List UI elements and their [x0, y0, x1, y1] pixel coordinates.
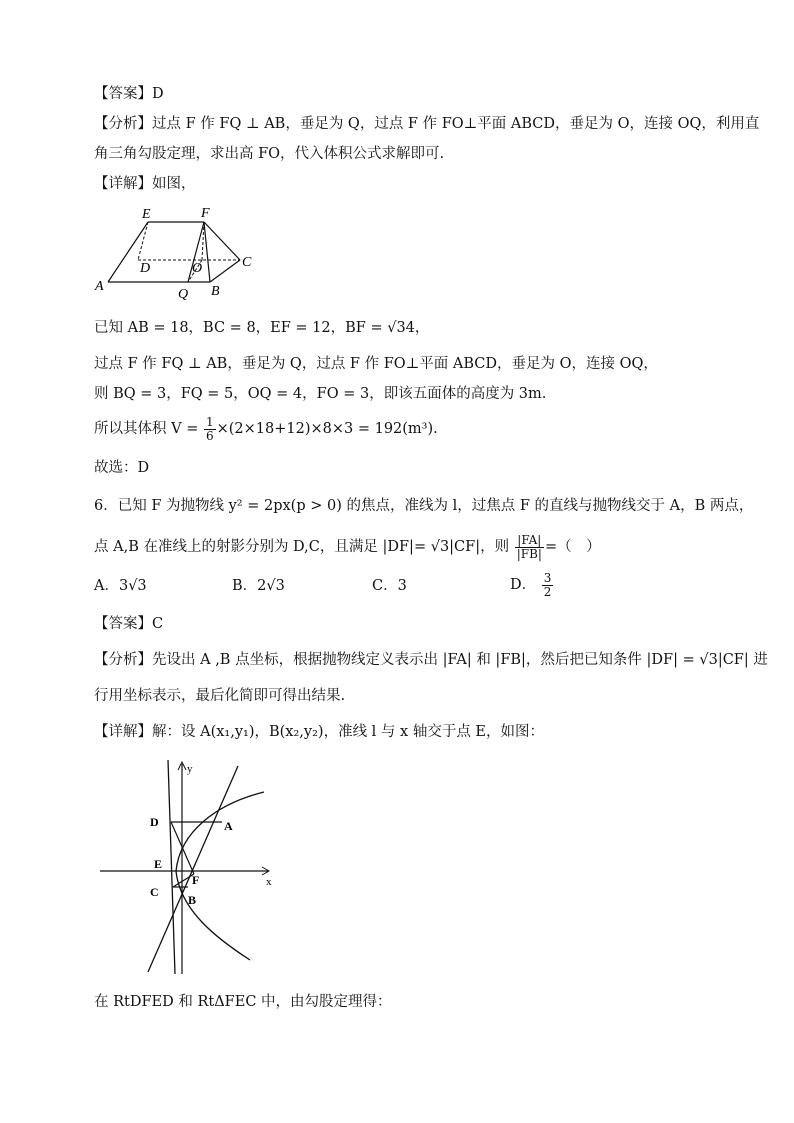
detail-intro: 如图，	[152, 176, 196, 192]
analysis-text: 过点 F 作 FQ ⊥ AB，垂足为 Q，过点 F 作 FO⊥平面 ABCD，垂足为 O，连接 OQ，利用直	[152, 116, 760, 132]
q6-detail-line	[94, 722, 544, 742]
q5-analysis-line2: 角三角勾股定理，求出高 FO，代入体积公式求解即可.	[94, 146, 445, 162]
fig5-label-e: E	[142, 207, 151, 222]
parabola-figure	[96, 752, 286, 982]
fig6-label-a: A	[224, 819, 233, 833]
volume-frac-den: 6	[205, 428, 214, 443]
fig5-label-a: A	[95, 279, 104, 294]
q6-stem-line1: 6．已知 F 为抛物线 y² = 2px(p > 0) 的焦点，准线为 l，过焦点 F 的直线与抛物线交于 A，B 两点，	[94, 498, 754, 514]
q6-analysis-line2: 行用坐标表示，最后化简即可得出结果.	[94, 688, 346, 704]
volume-frac-num: 1	[205, 414, 214, 429]
detail-tag: 【详解】	[94, 176, 152, 192]
option-d-num: 3	[543, 570, 552, 585]
pentahedron-figure	[90, 198, 270, 304]
analysis-tag: 【分析】	[94, 116, 152, 132]
fig5-label-f: F	[201, 206, 210, 221]
q5-known-line: 已知 AB = 18，BC = 8，EF = 12，BF = √34，	[94, 320, 430, 336]
option-b: B．2√3	[232, 578, 285, 594]
stem-fraction	[515, 534, 544, 561]
fig6-label-c: C	[150, 885, 159, 899]
volume-prefix: 所以其体积 V =	[94, 421, 199, 437]
stem-frac-num: |FA|	[515, 534, 544, 548]
fig6-label-e: E	[154, 857, 163, 871]
stem-text-a: 点 A,B 在准线上的射影分别为 D,C，且满足 |DF|= √3|CF|，则	[94, 539, 510, 555]
analysis-text: 先设出 A ,B 点坐标，根据抛物线定义表示出 |FA| 和 |FB|，然后把已知条件 |DF| = √3|CF| 进	[152, 652, 768, 668]
fig5-label-d: D	[140, 261, 151, 276]
option-d	[510, 568, 554, 602]
fig5-label-o: O	[192, 261, 203, 276]
answer-tag: 【答案】	[94, 86, 152, 102]
option-d-den: 2	[543, 584, 552, 599]
option-a: A．3√3	[94, 578, 147, 594]
q5-detail-line	[94, 174, 196, 194]
answer-tag: 【答案】	[94, 616, 152, 632]
q6-answer-line	[94, 614, 163, 634]
fig6-label-x: x	[266, 876, 272, 888]
q5-construct-line: 过点 F 作 FQ ⊥ AB，垂足为 Q，过点 F 作 FO⊥平面 ABCD，垂足为 O，连接 OQ，	[94, 356, 658, 372]
detail-tag: 【详解】	[94, 724, 152, 740]
answer-value: D	[152, 86, 164, 102]
volume-rest: ×(2×18+12)×8×3 = 192(m³).	[216, 421, 438, 437]
stem-text-b: =（ ）	[544, 539, 601, 555]
q5-values-line: 则 BQ = 3，FQ = 5，OQ = 4，FO = 3，即该五面体的高度为 3m.	[94, 386, 547, 402]
q6-stem-line2	[94, 530, 601, 564]
q5-choice-line: 故选：D	[94, 460, 150, 476]
analysis-tag: 【分析】	[94, 652, 152, 668]
fig6-label-f: F	[192, 873, 200, 887]
volume-fraction	[204, 416, 216, 443]
option-d-label: D．	[510, 577, 537, 593]
q5-volume-line	[94, 414, 438, 444]
stem-frac-den: |FB|	[516, 546, 542, 561]
q6-analysis-line1	[94, 650, 768, 670]
option-c: C．3	[372, 578, 407, 594]
q5-analysis-line1	[94, 114, 759, 134]
fig6-label-y: y	[187, 763, 193, 775]
fig5-label-c: C	[242, 255, 252, 270]
detail-text: 解：设 A(x₁,y₁)，B(x₂,y₂)，准线 l 与 x 轴交于点 E，如图：	[152, 724, 545, 740]
q6-last-line: 在 RtDFED 和 RtΔFEC 中，由勾股定理得：	[94, 994, 392, 1010]
fig5-label-b: B	[211, 284, 220, 299]
fig6-label-d: D	[150, 815, 159, 829]
q5-answer-line	[94, 84, 164, 104]
fig6-label-b: B	[188, 893, 197, 907]
answer-value: C	[152, 616, 164, 632]
fig5-label-q: Q	[178, 287, 189, 302]
option-d-fraction	[542, 572, 554, 599]
